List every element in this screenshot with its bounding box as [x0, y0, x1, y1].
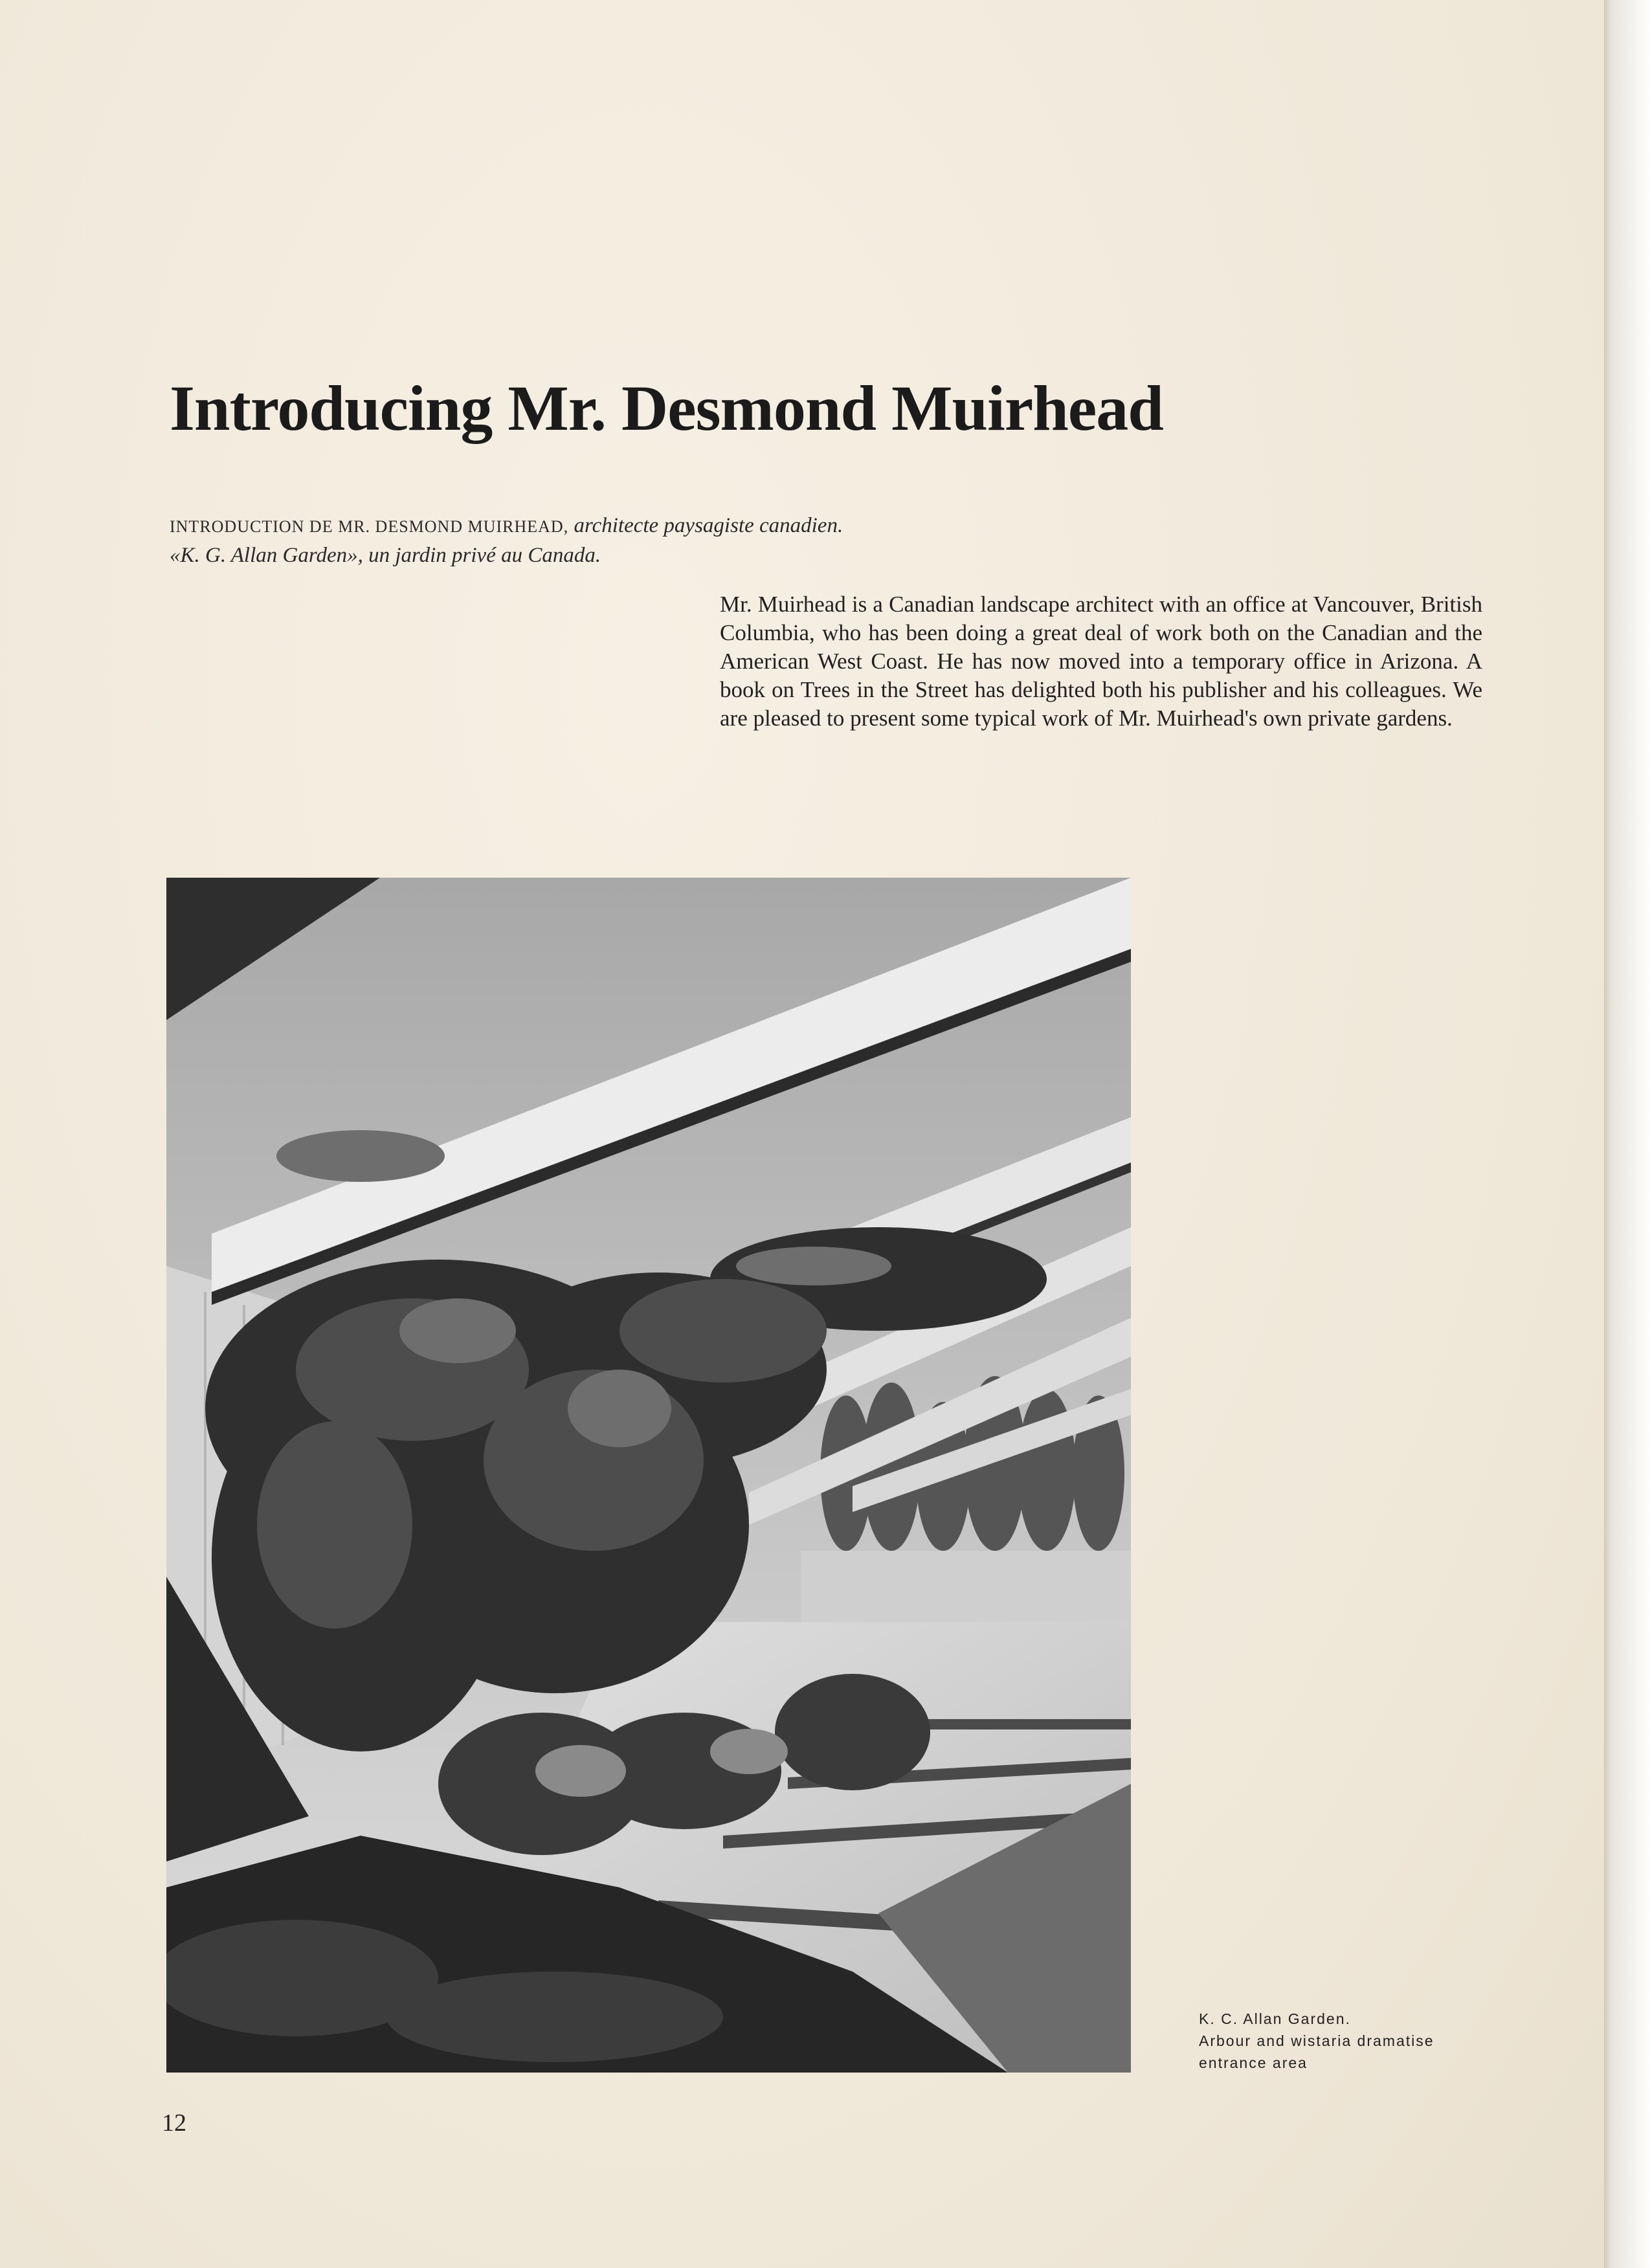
caption-line-3: entrance area: [1199, 2054, 1308, 2071]
caption-line-1: K. C. Allan Garden.: [1199, 2010, 1351, 2027]
photo-caption: [1199, 2008, 1523, 2074]
garden-photograph: [166, 878, 1131, 2073]
page-number: 12: [162, 2109, 186, 2137]
french-intro-caps: INTRODUCTION DE MR. DESMOND MUIRHEAD,: [170, 517, 569, 536]
french-intro-italic-1: architecte paysagiste canadien.: [574, 514, 843, 537]
article-body: Mr. Muirhead is a Canadian landscape architect with an office at Vancouver, British Columbia, who has been doing a great deal of work both on the Canadian and the American West Coast. He has now moved into a temporary office in Arizona. A book on Trees in the Street has delighted both his publisher and his colleagues. We are pleased to present some typical work of Mr. Muirhead's own private gardens.: [720, 592, 1482, 731]
article-title: Introducing Mr. Desmond Muirhead: [170, 372, 1163, 444]
caption-line-2: Arbour and wistaria dramatise: [1199, 2032, 1434, 2049]
french-intro-italic-2: «K. G. Allan Garden», un jardin privé au Canada.: [170, 544, 601, 567]
french-introduction: [170, 511, 1076, 570]
page-edge: [1604, 0, 1652, 2268]
